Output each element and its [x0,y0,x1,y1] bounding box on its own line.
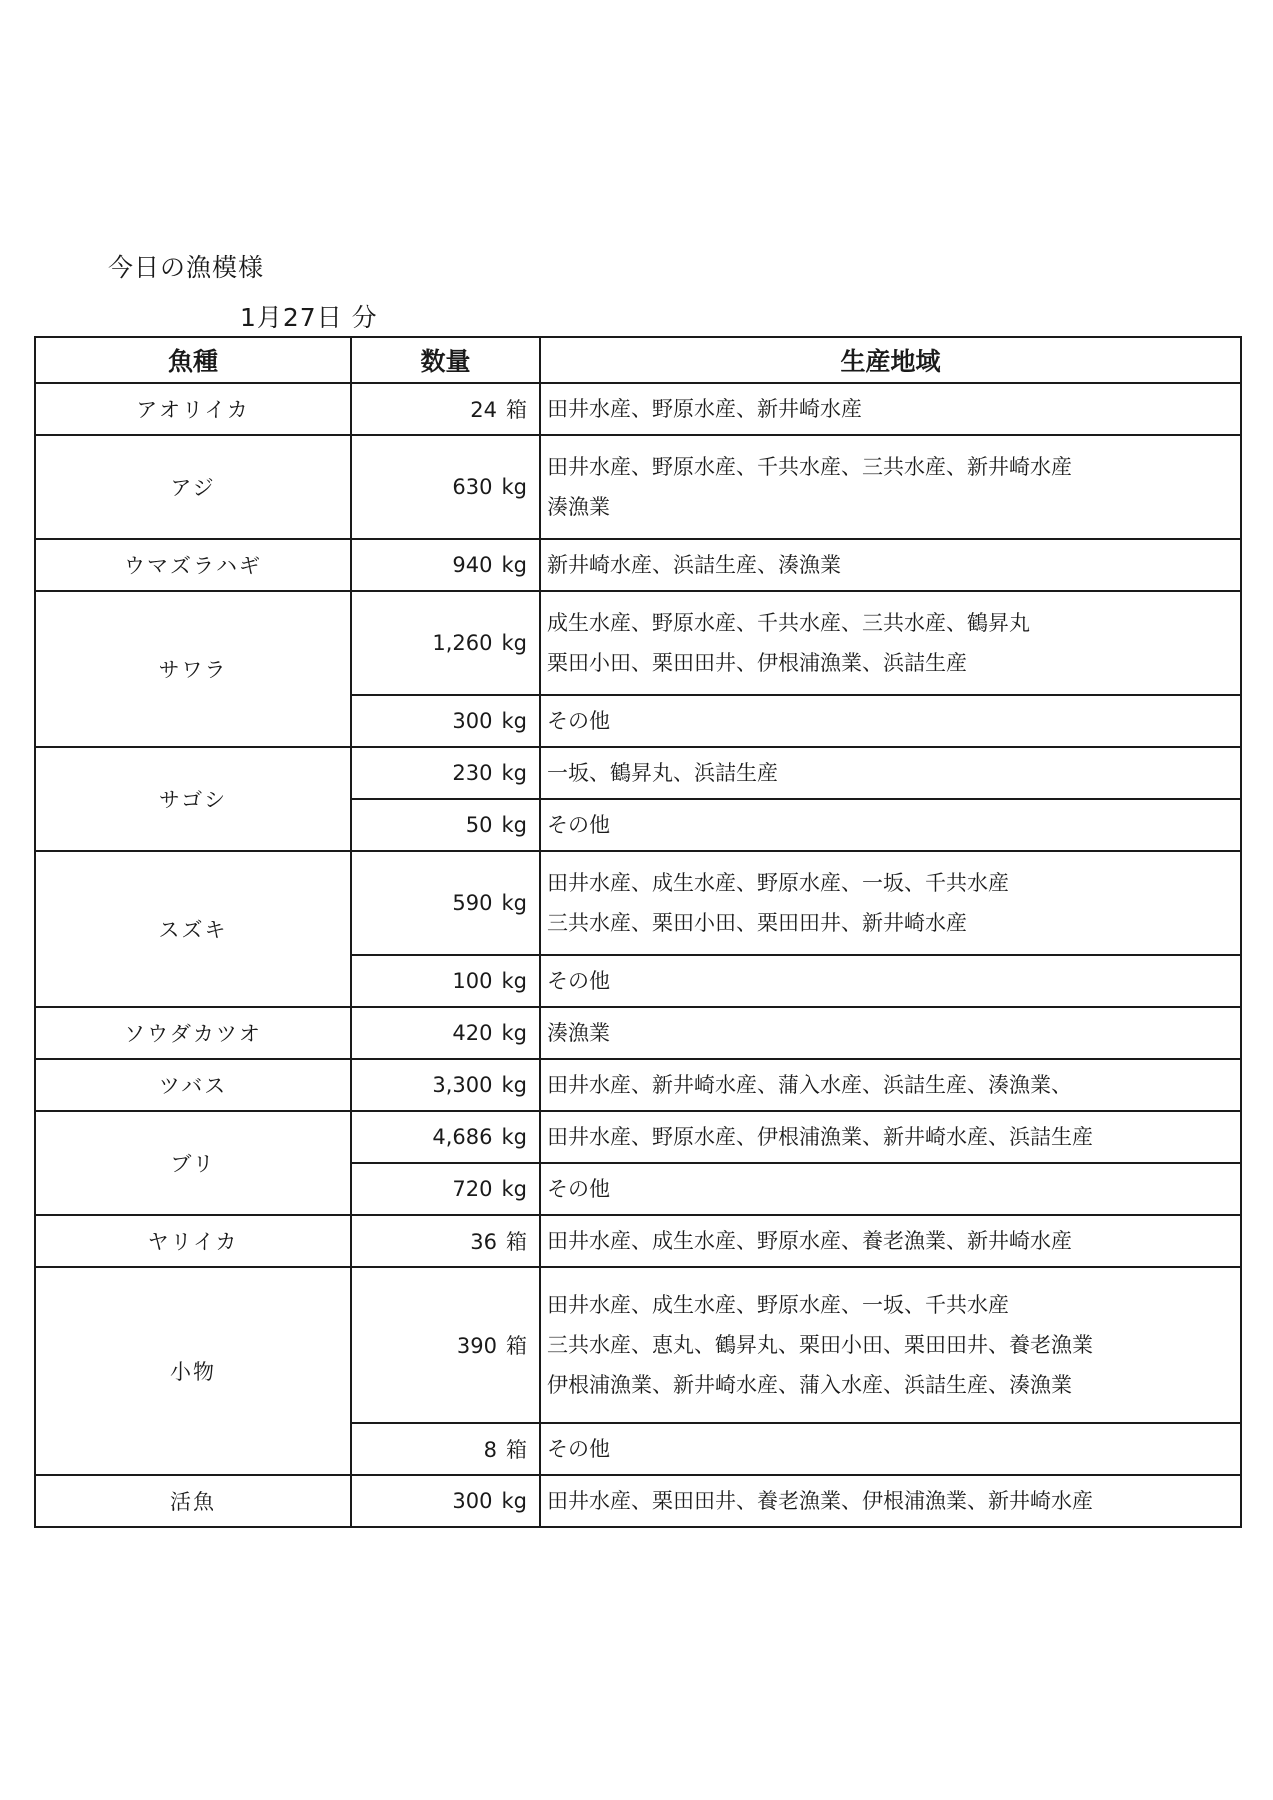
production-area-line: 田井水産、成生水産、野原水産、一坂、千共水産 [547,871,1009,895]
quantity-cell [351,383,540,435]
quantity-value: 8 [483,1438,497,1462]
fish-species-cell: 活魚 [35,1475,351,1527]
quantity-value: 630 [452,475,493,499]
production-area-line: 田井水産、栗田田井、養老漁業、伊根浦漁業、新井崎水産 [547,1489,1093,1513]
quantity-value: 4,686 [432,1125,493,1149]
quantity-cell [351,1059,540,1111]
quantity-cell [351,1423,540,1475]
production-area-line: 三共水産、栗田小田、栗田田井、新井崎水産 [547,911,967,935]
table-row [35,1007,1241,1059]
quantity-unit: kg [501,709,527,733]
fish-species-cell: ブリ [35,1111,351,1215]
header-production-area: 生産地域 [540,337,1241,383]
production-area-cell [540,799,1241,851]
fish-species-cell: サワラ [35,591,351,747]
quantity-value: 720 [452,1177,493,1201]
quantity-value: 590 [452,891,493,915]
production-area-line: 成生水産、野原水産、千共水産、三共水産、鶴昇丸 [547,611,1030,635]
quantity-unit: kg [501,761,527,785]
production-area-cell [540,1423,1241,1475]
table-row [35,851,1241,955]
quantity-cell [351,435,540,539]
production-area-line: その他 [547,1437,610,1461]
quantity-unit: 箱 [506,1230,527,1254]
quantity-unit: kg [501,553,527,577]
quantity-unit: kg [501,1489,527,1513]
production-area-cell [540,1007,1241,1059]
table-row [35,1059,1241,1111]
table-body [35,383,1241,1527]
production-area-line: 田井水産、野原水産、伊根浦漁業、新井崎水産、浜詰生産 [547,1125,1093,1149]
production-area-line: 一坂、鶴昇丸、浜詰生産 [547,761,778,785]
fish-species-cell: 小物 [35,1267,351,1475]
table-row [35,591,1241,695]
fish-species-cell: ウマズラハギ [35,539,351,591]
production-area-line: 新井崎水産、浜詰生産、湊漁業 [547,553,841,577]
quantity-value: 3,300 [432,1073,493,1097]
quantity-value: 420 [452,1021,493,1045]
production-area-cell [540,383,1241,435]
production-area-line: その他 [547,969,610,993]
table-row [35,383,1241,435]
production-area-line: その他 [547,813,610,837]
quantity-cell [351,539,540,591]
table-row [35,539,1241,591]
quantity-unit: 箱 [506,1334,527,1358]
quantity-cell [351,955,540,1007]
production-area-line: 三共水産、恵丸、鶴昇丸、栗田小田、栗田田井、養老漁業 [547,1333,1093,1357]
quantity-unit: kg [501,475,527,499]
quantity-unit: 箱 [506,1438,527,1462]
quantity-unit: kg [501,1177,527,1201]
fish-species-cell: アジ [35,435,351,539]
quantity-unit: kg [501,1021,527,1045]
production-area-line: 田井水産、成生水産、野原水産、一坂、千共水産 [547,1293,1009,1317]
production-area-line: 伊根浦漁業、新井崎水産、蒲入水産、浜詰生産、湊漁業 [547,1373,1072,1397]
production-area-cell [540,695,1241,747]
production-area-cell [540,591,1241,695]
quantity-value: 300 [452,1489,493,1513]
quantity-cell [351,1267,540,1423]
quantity-cell [351,1215,540,1267]
fish-species-cell: ツバス [35,1059,351,1111]
production-area-cell [540,1475,1241,1527]
header-fish-species: 魚種 [35,337,351,383]
production-area-line: その他 [547,1177,610,1201]
quantity-unit: kg [501,813,527,837]
quantity-value: 50 [465,813,493,837]
table-row [35,1111,1241,1163]
quantity-value: 390 [456,1334,497,1358]
fish-species-cell: ソウダカツオ [35,1007,351,1059]
production-area-line: 湊漁業 [547,1021,610,1045]
quantity-cell [351,1111,540,1163]
fish-species-cell: アオリイカ [35,383,351,435]
production-area-line: 田井水産、野原水産、新井崎水産 [547,397,862,421]
header-quantity: 数量 [351,337,540,383]
table-row [35,1475,1241,1527]
quantity-value: 36 [470,1230,497,1254]
table-header-row [35,337,1241,383]
fish-species-cell: サゴシ [35,747,351,851]
fish-species-cell: スズキ [35,851,351,1007]
quantity-unit: kg [501,891,527,915]
production-area-cell [540,435,1241,539]
quantity-cell [351,1475,540,1527]
production-area-line: 田井水産、野原水産、千共水産、三共水産、新井崎水産 [547,455,1072,479]
production-area-line: 田井水産、成生水産、野原水産、養老漁業、新井崎水産 [547,1229,1072,1253]
quantity-value: 1,260 [432,631,493,655]
production-area-line: 田井水産、新井崎水産、蒲入水産、浜詰生産、湊漁業、 [547,1073,1072,1097]
quantity-value: 24 [470,398,497,422]
production-area-cell [540,1267,1241,1423]
fish-species-cell: ヤリイカ [35,1215,351,1267]
table-row [35,1267,1241,1423]
production-area-cell [540,1163,1241,1215]
production-area-cell [540,1111,1241,1163]
quantity-unit: kg [501,1073,527,1097]
production-area-cell [540,539,1241,591]
quantity-cell [351,591,540,695]
production-area-cell [540,955,1241,1007]
quantity-unit: kg [501,969,527,993]
table-row [35,747,1241,799]
production-area-line: 栗田小田、栗田田井、伊根浦漁業、浜詰生産 [547,651,967,675]
production-area-cell [540,1059,1241,1111]
quantity-cell [351,1163,540,1215]
quantity-value: 300 [452,709,493,733]
production-area-cell [540,851,1241,955]
table-row [35,1215,1241,1267]
page-title: 今日の漁模様 [108,253,265,282]
table-row [35,435,1241,539]
quantity-cell [351,1007,540,1059]
quantity-cell [351,747,540,799]
quantity-unit: kg [501,631,527,655]
catch-table [34,336,1242,1528]
quantity-value: 940 [452,553,493,577]
quantity-cell [351,799,540,851]
production-area-cell [540,747,1241,799]
quantity-value: 100 [452,969,493,993]
quantity-unit: kg [501,1125,527,1149]
quantity-value: 230 [452,761,493,785]
production-area-line: 湊漁業 [547,495,610,519]
production-area-line: その他 [547,709,610,733]
production-area-cell [540,1215,1241,1267]
quantity-unit: 箱 [506,398,527,422]
report-date: 1月27日 分 [240,303,378,332]
quantity-cell [351,695,540,747]
quantity-cell [351,851,540,955]
